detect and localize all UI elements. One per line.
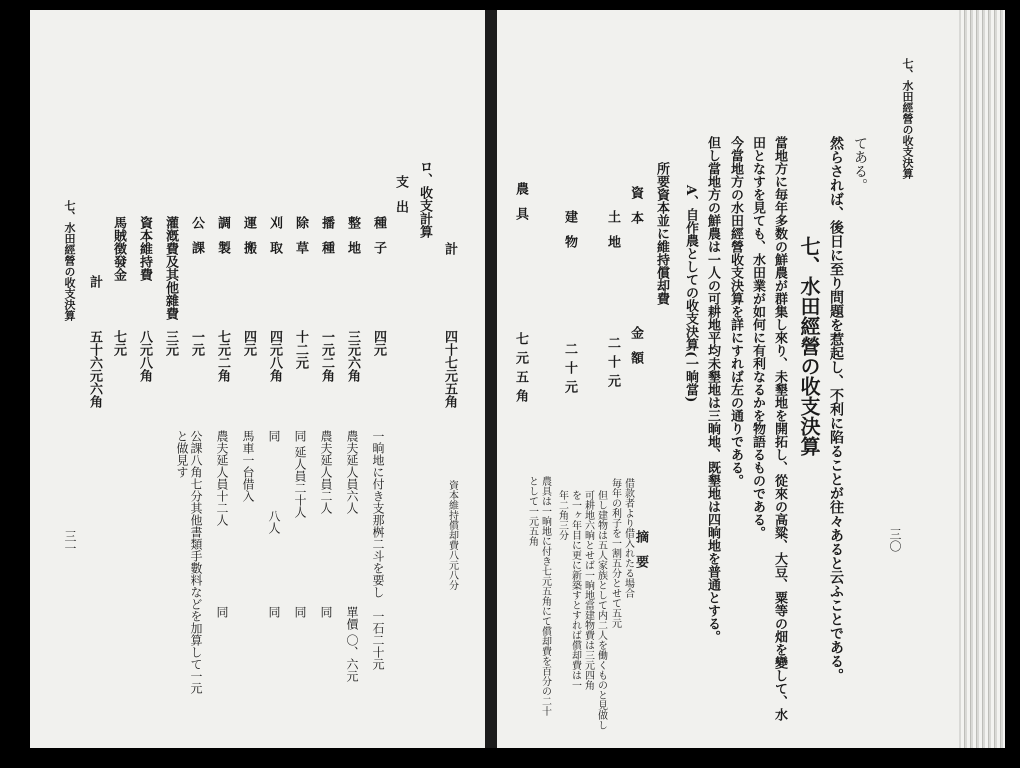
text-line: てある。: [852, 136, 868, 192]
right-page: [497, 10, 959, 748]
subsection-heading: A、自作農としての收支決算(一晌當): [683, 185, 698, 403]
text-line: 當地方に毎年多数の鮮農が群集し來り、未墾地を開拓し、從來の高粱、大豆、粟等の畑を變して、水: [772, 136, 787, 721]
left-page: [30, 10, 485, 748]
remark: 年二角三分: [556, 490, 568, 540]
header-remarks: 摘要: [633, 530, 648, 580]
text-line: 所要資本並に維持償却費: [654, 162, 669, 305]
row-amount: 七元五角: [513, 332, 528, 408]
header-capital: 資本: [628, 186, 643, 236]
row-item: 運搬: [241, 216, 256, 266]
text-line: 然らされば、後日に至り問題を惹起し、不利に陷ることが往々あると云ふことである。: [828, 136, 844, 682]
row-label: 建物: [562, 210, 577, 260]
row-item: 刈取: [267, 216, 282, 266]
row-amount: 三元: [163, 330, 178, 356]
row-note-right: 同: [293, 606, 307, 618]
row-note: 同 延人員二十人: [293, 430, 307, 518]
running-head: 七、水田經營の收支決算: [901, 58, 914, 179]
running-head: 七、水田經營の收支決算: [63, 200, 76, 321]
text-line: 但し當地方の鮮農は一人の可耕地平均未墾地は三晌地、既墾地は四晌地を普通とする。: [705, 136, 720, 643]
remark: 農具は一晌地に付き七元五角にて償却費を百分の二十: [539, 476, 551, 716]
row-note: 公課八角七分其他書類手數料などを加算して一元: [189, 430, 203, 694]
row-note: 農夫延人員六人: [345, 430, 359, 514]
row-note-right: 同: [215, 606, 229, 618]
page-number: 三〇: [888, 528, 902, 552]
top-total-amount: 四十七元五角: [442, 330, 457, 408]
row-note-right: 同: [267, 606, 281, 618]
row-note: 一晌地に付き支那桝二斗を要し: [371, 430, 385, 598]
remark: として一元五角: [526, 476, 538, 546]
row-item: 馬賊徴發金: [111, 216, 126, 281]
row-amount: 二十元: [605, 336, 620, 393]
total-label: 計: [87, 275, 102, 288]
row-amount: 二十元: [562, 342, 577, 399]
row-amount: 三元六角: [345, 330, 360, 382]
row-label: 農具: [513, 182, 528, 232]
row-item: 灌漑費及其他雜費: [163, 216, 178, 320]
row-note: 馬車一台借入: [241, 430, 255, 502]
book-gutter: [485, 10, 497, 748]
row-amount: 四元: [371, 330, 386, 356]
row-amount: 十二元: [293, 330, 308, 369]
section-heading: 七、水田經營の收支決算: [797, 236, 821, 456]
row-item: 公課: [189, 216, 204, 266]
row-note-right: 同: [319, 606, 333, 618]
row-item: 資本維持費: [137, 216, 152, 281]
remark: 但し建物は五人家族として内二人を働くものと見做し: [595, 490, 607, 730]
row-item: 調製: [215, 216, 230, 266]
row-item: 種子: [371, 216, 386, 266]
row-note-cont: と做見す: [175, 430, 189, 478]
row-note-mid: 八人: [267, 510, 281, 534]
section-heading: ロ、收支計算: [417, 160, 432, 238]
row-note: 農夫延人員十二人: [215, 430, 229, 526]
row-item: 除草: [293, 216, 308, 266]
row-item: 整地: [345, 216, 360, 266]
row-label: 土地: [605, 210, 620, 260]
expense-heading: 支出: [393, 175, 408, 225]
top-total-label: 計: [442, 242, 457, 255]
text-line: 田となすを見ても、水田業が如何に有利なるかを物語るものである。: [750, 136, 765, 539]
row-item: 播種: [319, 216, 334, 266]
row-amount: 四元八角: [267, 330, 282, 382]
header-amount: 金額: [628, 326, 643, 376]
total-amount: 五十六元六角: [87, 330, 102, 408]
remark: を一ヶ年目に更に新築すとすれば償却費は一: [569, 490, 581, 690]
row-note: 同: [267, 430, 281, 442]
row-amount: 一元二角: [319, 330, 334, 382]
remark: 借款者より借入れたる場合: [622, 478, 634, 598]
row-amount: 八元八角: [137, 330, 152, 382]
row-amount: 七元: [111, 330, 126, 356]
book-page-edges: [959, 10, 1005, 748]
top-note: 資本維持償却費八元八分: [446, 480, 458, 590]
remark: 毎年の利子を一割五分とせて五元: [609, 478, 621, 628]
row-note: 農夫延人員二人: [319, 430, 333, 514]
row-note-right: 單價 〇、六元: [345, 606, 359, 682]
row-note-right: 一石二十元: [371, 610, 385, 670]
row-amount: 四元: [241, 330, 256, 356]
remark: 可耕地六晌とせば一晌地當建物費は三元四角: [582, 490, 594, 690]
text-line: 今當地方の水田經營收支決算を詳にすれば左の通りである。: [728, 136, 743, 487]
row-amount: 一元: [189, 330, 204, 356]
page-number: 三一: [63, 530, 77, 554]
row-amount: 七元二角: [215, 330, 230, 382]
